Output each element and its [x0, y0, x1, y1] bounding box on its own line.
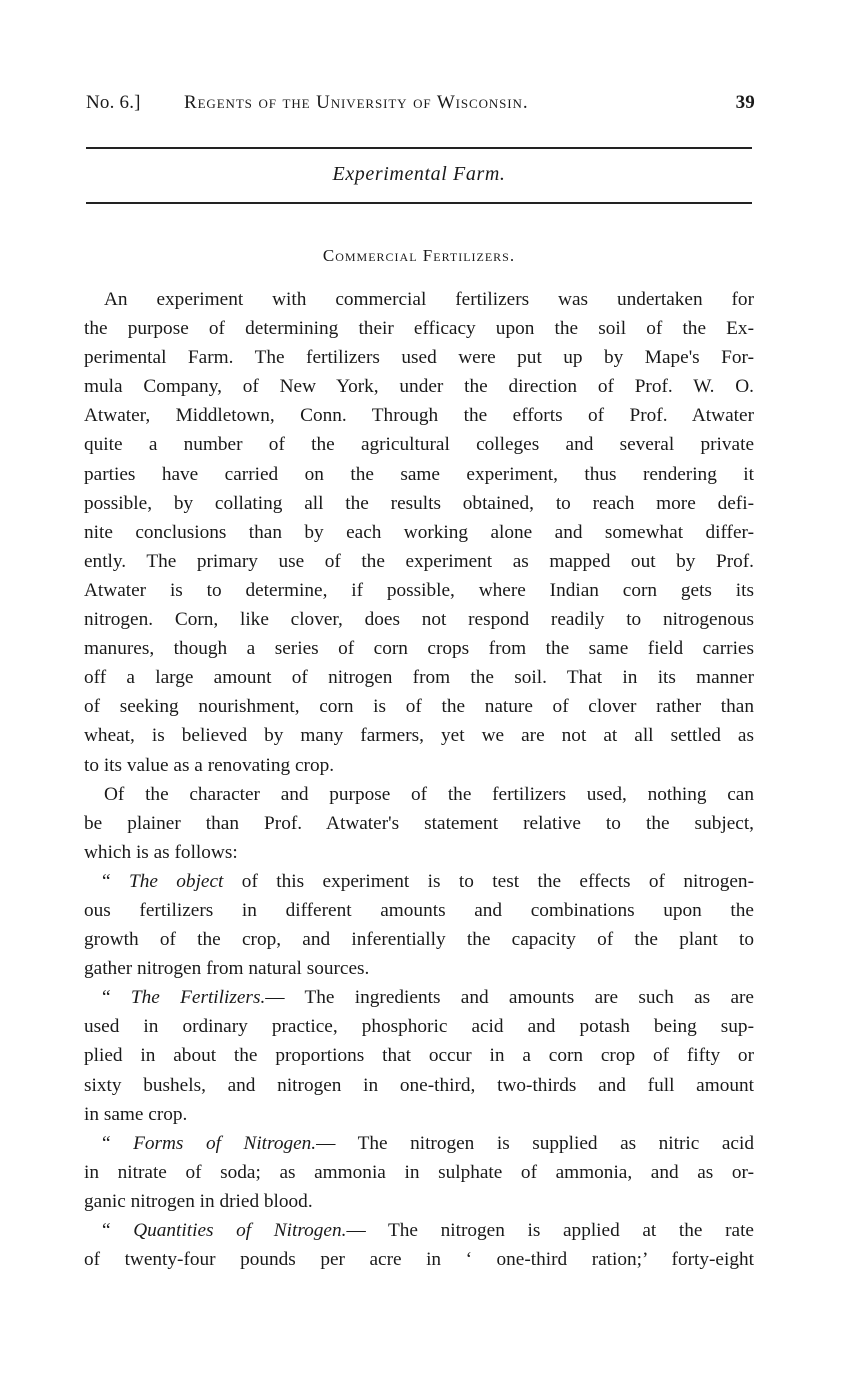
- text-line: An experiment with commercial fertilizers was undertaken for: [104, 289, 754, 310]
- text-line: off a large amount of nitrogen from the soil. That in its manner: [84, 667, 754, 689]
- text-line: of seeking nourishment, corn is of the nature of clover rather than: [84, 696, 754, 718]
- top-rule: [86, 147, 752, 149]
- text-line: which is as follows:: [84, 841, 238, 863]
- text-line: perimental Farm. The fertilizers used were put up by Mape's For-: [84, 347, 754, 369]
- text-line: manures, though a series of corn crops from the same field carries: [84, 638, 754, 660]
- running-head: [86, 90, 755, 116]
- body-text: [84, 285, 754, 1274]
- text-line: Atwater is to determine, if possible, where Indian corn gets its: [84, 579, 754, 601]
- text-line: wheat, is believed by many farmers, yet we are not at all settled as: [84, 725, 754, 747]
- text-line: ganic nitrogen in dried blood.: [84, 1190, 313, 1212]
- quote-lead: The object: [128, 870, 224, 892]
- text-line: sixty bushels, and nitrogen in one-third, two-thirds and full amount: [84, 1074, 754, 1096]
- text-line: growth of the crop, and inferentially the capacity of the plant to: [84, 929, 754, 951]
- text-line: to its value as a renovating crop.: [84, 754, 335, 776]
- text-line: nitrogen. Corn, like clover, does not respond readily to nitrogenous: [84, 609, 754, 631]
- text-line: be plainer than Prof. Atwater's statement relative to the subject,: [84, 812, 754, 834]
- text-line: plied in about the proportions that occur in a corn crop of fifty or: [84, 1045, 754, 1067]
- text-line: of twenty-four pounds per acre in ‘ one-third ration;’ forty-eight: [84, 1249, 754, 1271]
- text-line: in nitrate of soda; as ammonia in sulphate of ammonia, and as or-: [84, 1161, 754, 1183]
- text-line: quite a number of the agricultural colleges and several private: [84, 434, 754, 456]
- text-line: mula Company, of New York, under the direction of Prof. W. O.: [84, 376, 754, 398]
- quote-lead: Quantities of Nitrogen.: [133, 1220, 347, 1241]
- text-line: in same crop.: [84, 1103, 188, 1125]
- quote-lead: Forms of Nitrogen.: [133, 1132, 317, 1154]
- page-number: 39: [735, 92, 755, 113]
- quote-line: “ The object of this experiment is to test the effects of nitrogen-: [102, 870, 754, 892]
- article-heading: Commercial Fertilizers.: [322, 246, 516, 265]
- text-line: gather nitrogen from natural sources.: [84, 958, 370, 980]
- section-head: Experimental Farm.: [332, 163, 506, 185]
- running-title: Regents of the University of Wisconsin.: [184, 92, 529, 113]
- quote-line: “ Forms of Nitrogen.— The nitrogen is supplied as nitric acid: [102, 1132, 754, 1154]
- quote-lead: The Fertilizers.: [130, 987, 266, 1009]
- text-line: the purpose of determining their efficacy upon the soil of the Ex-: [84, 318, 754, 340]
- text-line: possible, by collating all the results obtained, to reach more defi-: [84, 492, 754, 514]
- text-line: Atwater, Middletown, Conn. Through the efforts of Prof. Atwater: [84, 405, 754, 427]
- issue-number: No. 6.]: [86, 92, 141, 113]
- bottom-rule: [86, 202, 752, 204]
- text-line: ently. The primary use of the experiment as mapped out by Prof.: [84, 550, 754, 572]
- text-line: used in ordinary practice, phosphoric acid and potash being sup-: [84, 1016, 754, 1038]
- text-line: parties have carried on the same experiment, thus rendering it: [84, 463, 754, 485]
- text-line: ous fertilizers in different amounts and combinations upon the: [84, 899, 754, 921]
- text-line: Of the character and purpose of the fertilizers used, nothing can: [104, 783, 754, 805]
- text-line: nite conclusions than by each working alone and somewhat differ-: [84, 521, 754, 543]
- quote-line: “ The Fertilizers.— The ingredients and amounts are such as are: [102, 987, 754, 1009]
- quote-line: “ Quantities of Nitrogen.— The nitrogen is applied at the rate: [102, 1220, 754, 1241]
